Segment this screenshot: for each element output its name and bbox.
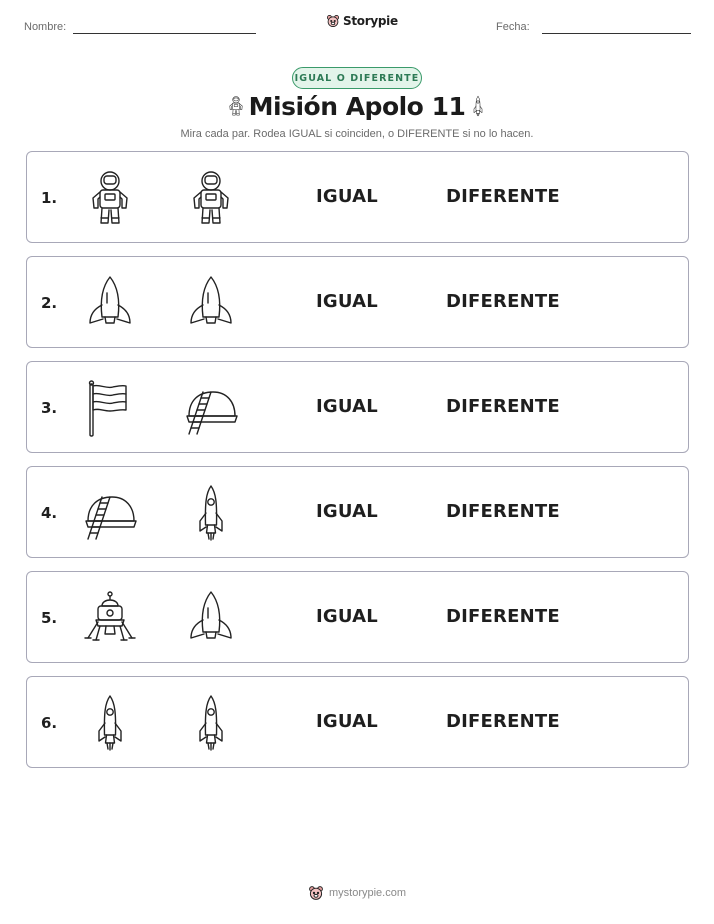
exercise-row — [26, 151, 689, 243]
exercise-row — [26, 466, 689, 558]
row-number: 5. — [41, 609, 58, 627]
brand-name: Storypie — [343, 14, 398, 28]
slim-rocket-icon — [181, 693, 241, 753]
slim-rocket-icon — [80, 693, 140, 753]
exercise-row — [26, 256, 689, 348]
same-option[interactable]: IGUAL — [316, 291, 378, 312]
moon-base-icon — [181, 378, 241, 438]
same-option[interactable]: IGUAL — [316, 606, 378, 627]
moon-base-icon — [80, 483, 140, 543]
worksheet-header — [0, 0, 714, 50]
row-number: 1. — [41, 189, 58, 207]
name-line[interactable] — [73, 33, 256, 34]
bear-icon — [326, 14, 340, 28]
different-option[interactable]: DIFERENTE — [446, 606, 560, 627]
page-title: Misión Apolo 11 — [248, 92, 466, 121]
date-line[interactable] — [542, 33, 691, 34]
footer — [0, 885, 714, 901]
row-number: 2. — [41, 294, 58, 312]
slim-rocket-icon — [181, 483, 241, 543]
row-number: 6. — [41, 714, 58, 732]
astronaut-icon — [80, 168, 140, 228]
different-option[interactable]: DIFERENTE — [446, 711, 560, 732]
name-label: Nombre: — [24, 21, 67, 33]
same-option[interactable]: IGUAL — [316, 711, 378, 732]
bear-icon — [308, 885, 324, 901]
exercise-row — [26, 676, 689, 768]
row-number: 4. — [41, 504, 58, 522]
same-option[interactable]: IGUAL — [316, 501, 378, 522]
same-option[interactable]: IGUAL — [316, 186, 378, 207]
brand-logo — [326, 14, 398, 28]
date-label: Fecha: — [496, 21, 530, 33]
exercise-row — [26, 361, 689, 453]
rocket-icon — [80, 273, 140, 333]
worksheet-badge: IGUAL O DIFERENTE — [292, 67, 422, 89]
instructions: Mira cada par. Rodea IGUAL si coinciden, o DIFERENTE si no lo hacen. — [180, 128, 534, 140]
flag-icon — [80, 378, 140, 438]
rocket-icon — [181, 588, 241, 648]
title-row — [0, 90, 714, 126]
different-option[interactable]: DIFERENTE — [446, 186, 560, 207]
row-number: 3. — [41, 399, 58, 417]
same-option[interactable]: IGUAL — [316, 396, 378, 417]
different-option[interactable]: DIFERENTE — [446, 396, 560, 417]
rocket-icon — [467, 90, 489, 122]
different-option[interactable]: DIFERENTE — [446, 291, 560, 312]
astronaut-icon — [181, 168, 241, 228]
footer-site[interactable]: mystorypie.com — [328, 887, 407, 899]
rocket-icon — [181, 273, 241, 333]
exercise-row — [26, 571, 689, 663]
lunar-lander-icon — [80, 588, 140, 648]
different-option[interactable]: DIFERENTE — [446, 501, 560, 522]
